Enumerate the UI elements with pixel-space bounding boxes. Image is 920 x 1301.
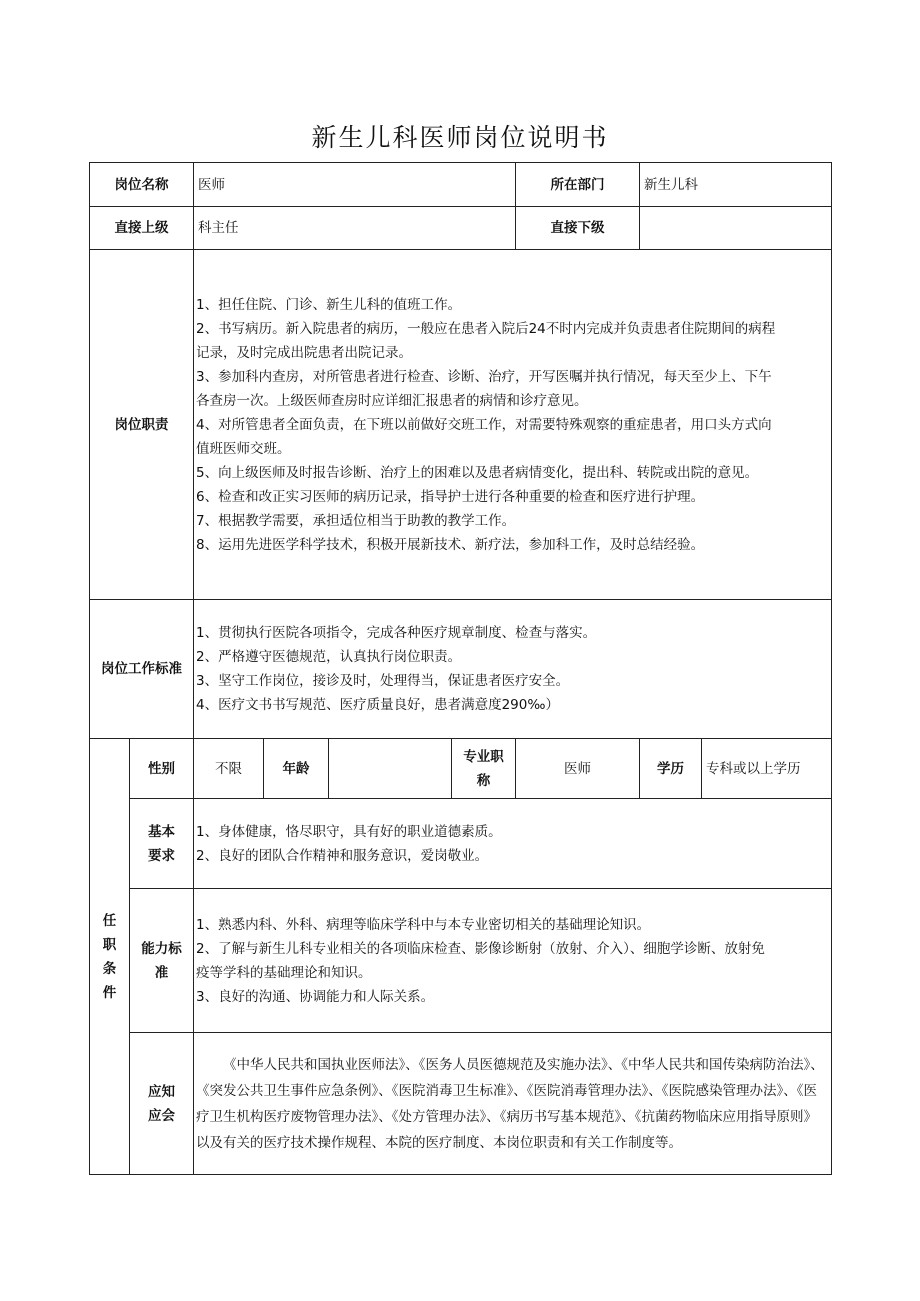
education-value: 专科或以上学历: [702, 739, 832, 799]
basic-requirement-line: 2、良好的团队合作精神和服务意识，爱岗敬业。: [196, 847, 489, 864]
basic-requirements-content: [194, 799, 832, 889]
requirements-label-char: 件: [102, 984, 117, 1001]
duty-line: 记录，及时完成出院患者出院记录。: [196, 344, 412, 361]
row-ability: [90, 889, 832, 1033]
row-knowledge: [90, 1033, 832, 1175]
gender-label: 性别: [130, 739, 194, 799]
requirements-label-char: 任: [102, 912, 117, 929]
ability-line: 2、了解与新生儿科专业相关的各项临床检查、影像诊断射（放射、介入）、细胞学诊断、放射免: [196, 940, 765, 957]
knowledge-label-line: 应会: [148, 1107, 175, 1124]
row-duties: [90, 250, 832, 600]
professional-title-label-line: 专业职: [463, 748, 504, 765]
ability-line: 疫等学科的基础理论和知识。: [196, 964, 372, 981]
knowledge-content: 《中华人民共和国执业医师法》、《医务人员医德规范及实施办法》、《中华人民共和国传染病防治法》、《突发公共卫生事件应急条例》、《医院消毒卫生标准》、《医院消毒管理办法》、《医院感染管理办法》、《医疗卫生机构医疗废物管理办法》、《处方管理办法》、《病历书写基本规范》、《抗菌药物临床应用指导原则》以及有关的医疗技术操作规程、本院的医疗制度、本岗位职责和有关工作制度等。: [194, 1033, 832, 1175]
row-basic-requirements: [90, 799, 832, 889]
requirements-label: [90, 739, 130, 1175]
age-value: [329, 739, 452, 799]
subordinate-label: 直接下级: [516, 207, 640, 250]
knowledge-label-line: 应知: [148, 1083, 175, 1100]
duties-label: 岗位职责: [90, 250, 194, 600]
duty-line: 3、参加科内查房，对所管患者进行检查、诊断、治疗，开写医嘱并执行情况，每天至少上、下午: [196, 368, 772, 385]
duty-line: 1、担任住院、门诊、新生儿科的值班工作。: [196, 296, 462, 313]
superior-value: 科主任: [194, 207, 516, 250]
department-value: 新生儿科: [640, 163, 832, 207]
basic-requirements-label-line: 基本: [148, 823, 175, 840]
gender-value: 不限: [194, 739, 264, 799]
duty-line: 2、书写病历。新入院患者的病历，一般应在患者入院后24不时内完成并负责患者住院期间的病程: [196, 320, 776, 337]
row-position-name: [90, 163, 832, 207]
standards-content: [194, 600, 832, 739]
ability-line: 3、良好的沟通、协调能力和人际关系。: [196, 988, 435, 1005]
ability-line: 1、熟悉内科、外科、病理等临床学科中与本专业密切相关的基础理论知识。: [196, 916, 651, 933]
duty-line: 各查房一次。上级医师查房时应详细汇报患者的病情和诊疗意见。: [196, 392, 588, 409]
duty-line: 8、运用先进医学科学技术，积极开展新技术、新疗法，参加科工作，及时总结经验。: [196, 536, 705, 553]
standard-line: 1、贯彻执行医院各项指令，完成各种医疗规章制度、检查与落实。: [196, 625, 597, 641]
ability-content: [194, 889, 832, 1033]
page-title: 新生儿科医师岗位说明书: [311, 123, 609, 152]
superior-label: 直接上级: [90, 207, 194, 250]
duty-line: 6、检查和改正实习医师的病历记录，指导护士进行各种重要的检查和医疗进行护理。: [196, 488, 705, 505]
basic-requirement-line: 1、身体健康，恪尽职守，具有好的职业道德素质。: [196, 823, 502, 840]
standard-line: 2、严格遵守医德规范，认真执行岗位职责。: [196, 649, 462, 665]
education-label: 学历: [640, 739, 702, 799]
duty-line: 7、根据教学需要，承担适位相当于助教的教学工作。: [196, 512, 516, 529]
position-name-value: 医师: [194, 163, 516, 207]
duty-line: 4、对所管患者全面负责，在下班以前做好交班工作，对需要特殊观察的重症患者，用口头方式向: [196, 416, 772, 433]
requirements-label-char: 职: [102, 936, 117, 953]
professional-title-label-line: 称: [476, 772, 491, 789]
standard-line: 3、坚守工作岗位，接诊及时，处理得当，保证患者医疗安全。: [196, 673, 570, 689]
ability-label-line: 准: [154, 964, 169, 981]
duty-line: 5、向上级医师及时报告诊断、治疗上的困难以及患者病情变化，提出科、转院或出院的意见。: [196, 464, 759, 481]
subordinate-value: [640, 207, 832, 250]
knowledge-label: [130, 1033, 194, 1175]
basic-requirements-label-line: 要求: [148, 847, 175, 864]
standards-label: 岗位工作标准: [90, 600, 194, 739]
department-label: 所在部门: [516, 163, 640, 207]
requirements-label-char: 条: [102, 960, 117, 977]
row-superior: [90, 207, 832, 250]
duty-line: 值班医师交班。: [196, 440, 291, 457]
ability-label-line: 能力标: [141, 940, 182, 957]
row-standards: [90, 600, 832, 739]
position-name-label: 岗位名称: [90, 163, 194, 207]
basic-requirements-label: [130, 799, 194, 889]
professional-title-label: [452, 739, 516, 799]
ability-label: [130, 889, 194, 1033]
duties-content: [194, 250, 832, 600]
professional-title-value: 医师: [516, 739, 640, 799]
job-description-table: [89, 162, 832, 1175]
row-basic-info: [90, 739, 832, 799]
standard-line: 4、医疗文书书写规范、医疗质量良好，患者满意度290‰）: [196, 697, 559, 713]
age-label: 年龄: [264, 739, 329, 799]
